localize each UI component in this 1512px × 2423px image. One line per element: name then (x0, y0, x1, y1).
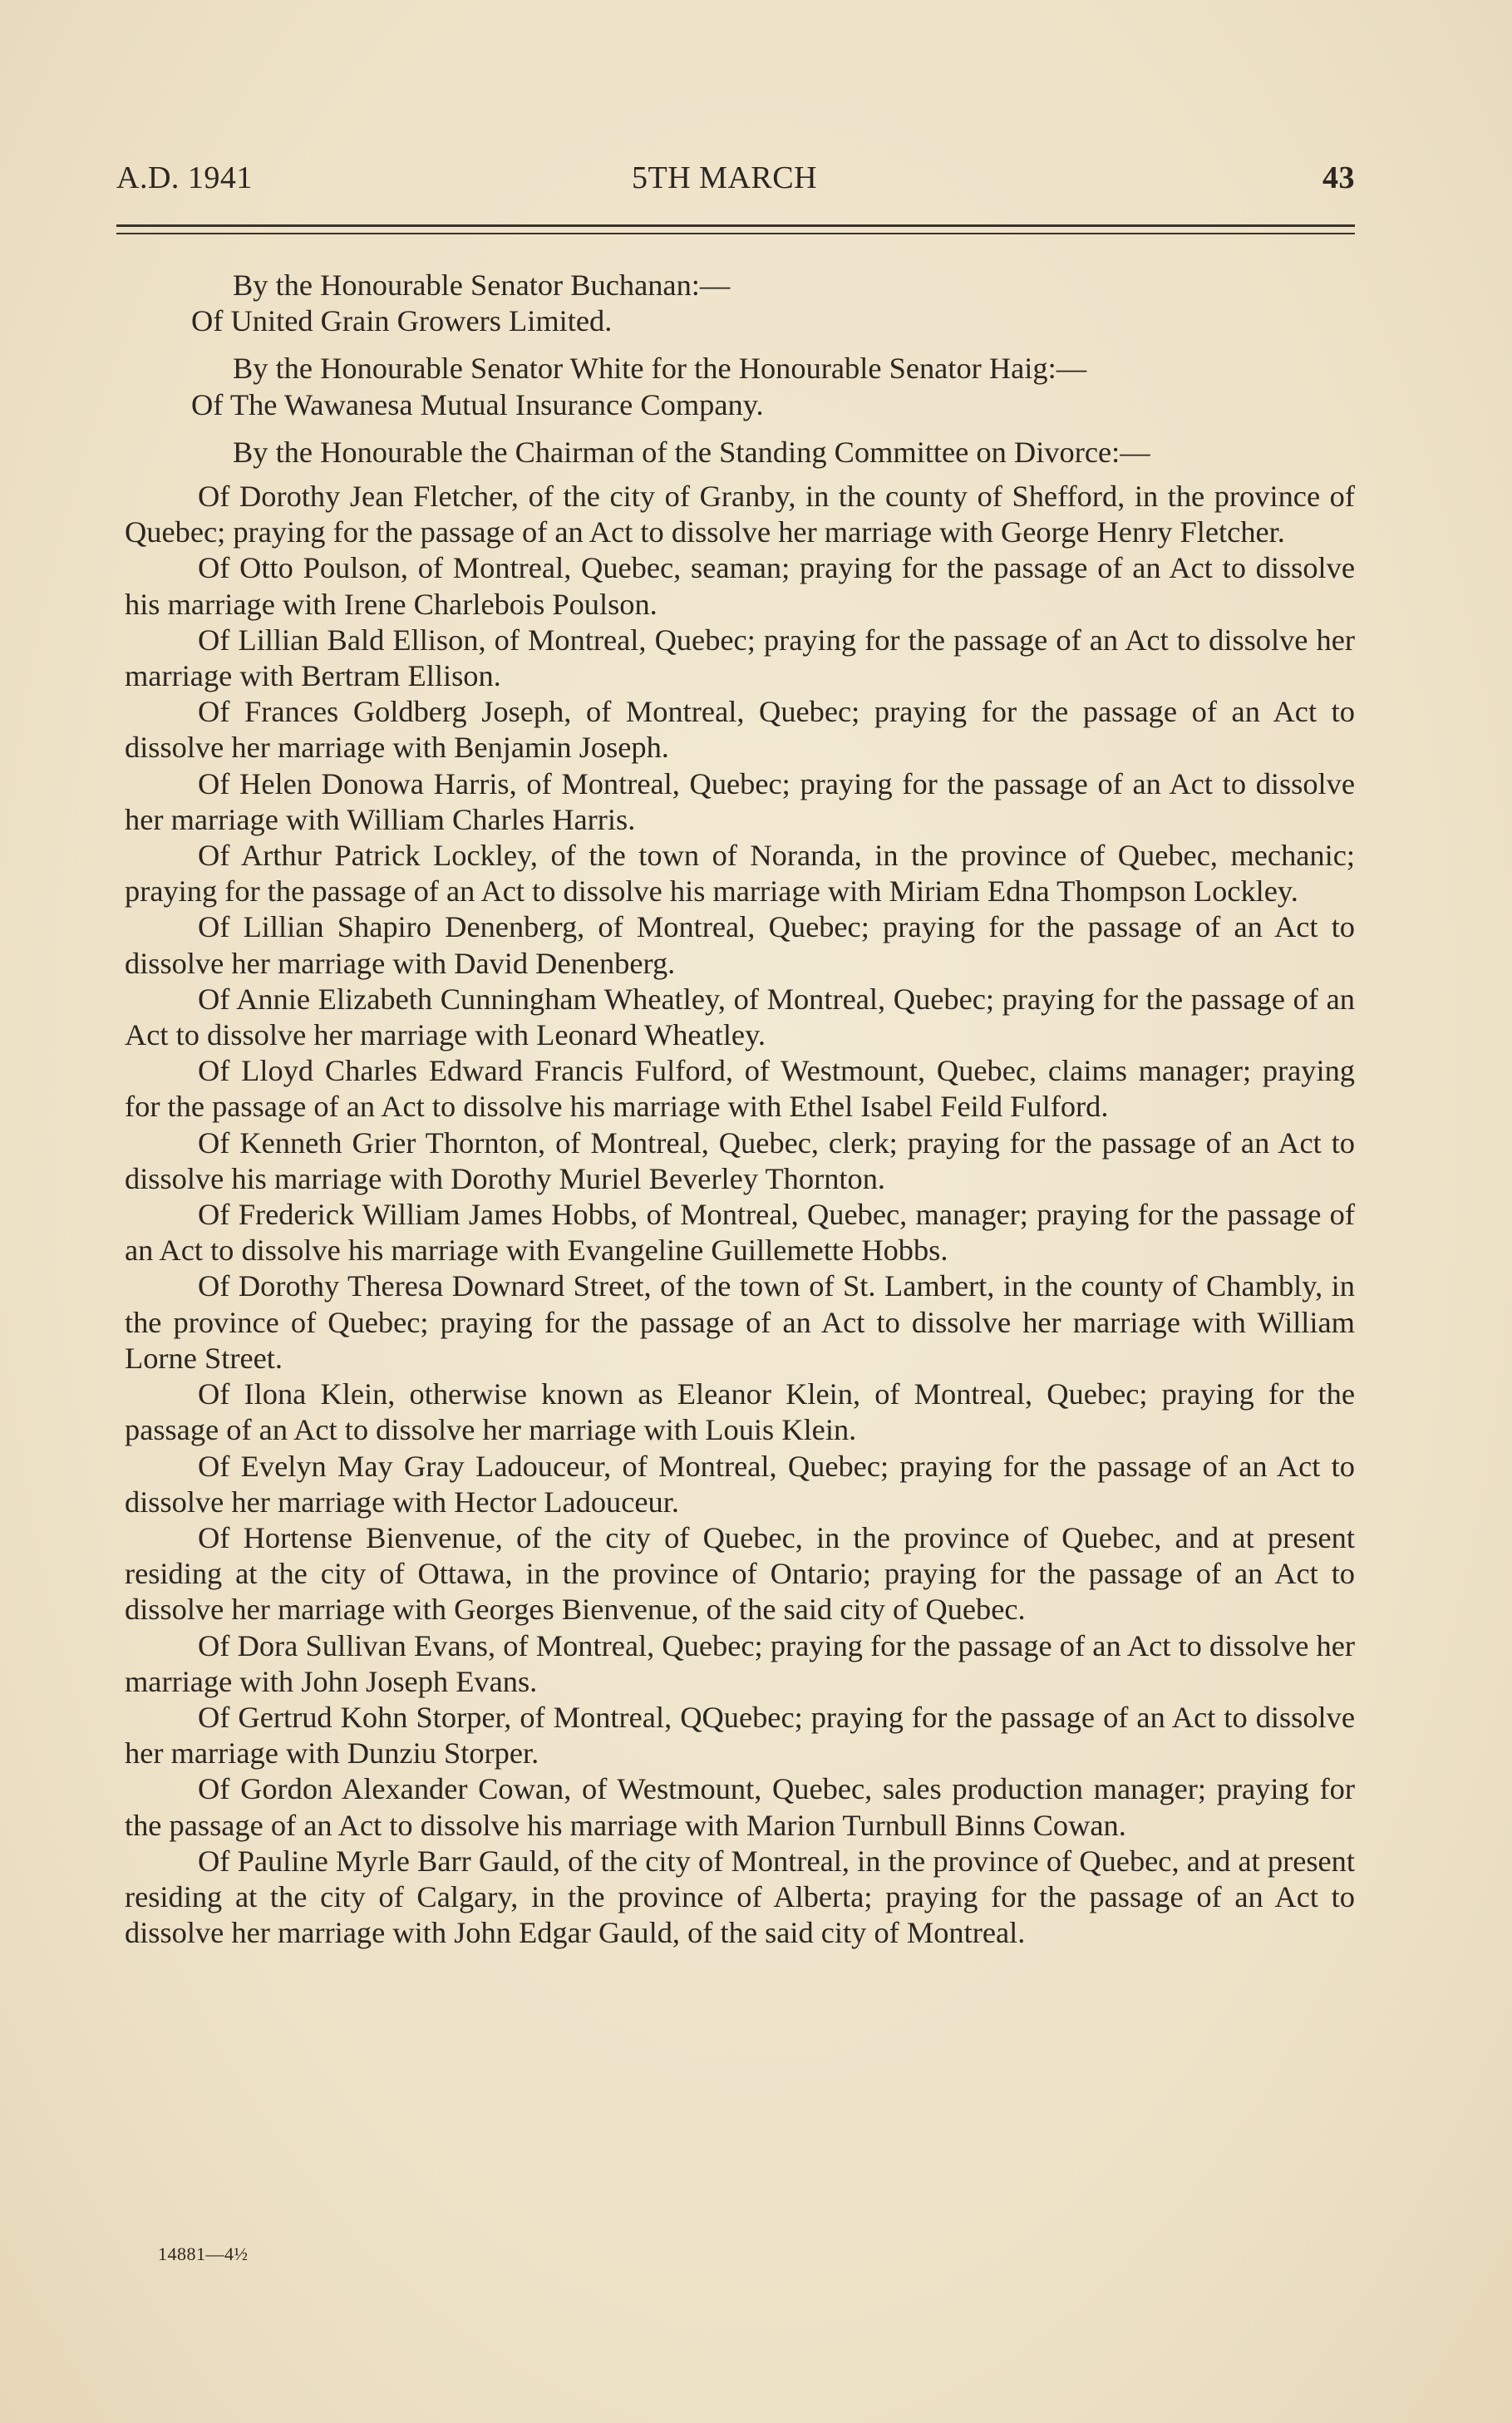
section-heading: By the Honourable Senator White for the Honourable Senator Haig:— (233, 352, 1087, 386)
petition-entry: Of Gordon Alexander Cowan, of Westmount, Quebec, sales production manager; praying for the passage of an Act to dissolve his marriage with Marion Turnbull Binns Cowan. (125, 1772, 1355, 1842)
petition-entry: Of Gertrud Kohn Storper, of Montreal, QQuebec; praying for the passage of an Act to dissolve her marriage with Dunziu Storper. (125, 1700, 1355, 1770)
petition-entry: Of Lloyd Charles Edward Francis Fulford, of Westmount, Quebec, claims manager; praying for the passage of an Act to dissolve his marriage with Ethel Isabel Feild Fulford. (125, 1054, 1355, 1124)
petition-entry: Of Lillian Bald Ellison, of Montreal, Quebec; praying for the passage of an Act to dissolve her marriage with Bertram Ellison. (125, 623, 1355, 693)
header-year: A.D. 1941 (116, 160, 253, 195)
petition-entry: Of Arthur Patrick Lockley, of the town of Noranda, in the province of Quebec, mechanic; praying for the passage of an Act to dissolve his marriage with Miriam Edna Thompson Lockley. (125, 839, 1355, 909)
petition-subject: Of United Grain Growers Limited. (191, 304, 613, 338)
section-heading: By the Honourable the Chairman of the Standing Committee on Divorce:— (233, 435, 1150, 469)
header-rule (116, 224, 1355, 227)
petition-entry: Of Evelyn May Gray Ladouceur, of Montreal, Quebec; praying for the passage of an Act to dissolve her marriage with Hector Ladouceur. (125, 1449, 1355, 1519)
petition-entry: Of Dora Sullivan Evans, of Montreal, Quebec; praying for the passage of an Act to dissolve her marriage with John Joseph Evans. (125, 1628, 1355, 1698)
petition-entry: Of Pauline Myrle Barr Gauld, of the city of Montreal, in the province of Quebec, and at present residing at the city of Calgary, in the province of Alberta; praying for the passage of an Act to dissolve her marriage with John Edgar Gauld, of the said city of Montreal. (125, 1844, 1355, 1950)
header-date: 5TH MARCH (632, 160, 818, 195)
header-rule-secondary (116, 233, 1355, 234)
petition-subject: Of The Wawanesa Mutual Insurance Company. (191, 387, 764, 421)
petition-entry: Of Dorothy Theresa Downard Street, of the town of St. Lambert, in the county of Chambly, in the province of Quebec; praying for the passage of an Act to dissolve her marriage with William Lorne Street. (125, 1269, 1355, 1375)
petition-entry: Of Lillian Shapiro Denenberg, of Montreal, Quebec; praying for the passage of an Act to dissolve her marriage with David Denenberg. (125, 910, 1355, 980)
petition-entry: Of Frederick William James Hobbs, of Montreal, Quebec, manager; praying for the passage of an Act to dissolve his marriage with Evangeline Guillemette Hobbs. (125, 1198, 1355, 1268)
petition-entry: Of Kenneth Grier Thornton, of Montreal, Quebec, clerk; praying for the passage of an Act to dissolve his marriage with Dorothy Muriel Beverley Thornton. (125, 1125, 1355, 1195)
section-heading: By the Honourable Senator Buchanan:— (233, 268, 731, 302)
journal-body (125, 268, 1355, 1951)
petition-entry: Of Annie Elizabeth Cunningham Wheatley, of Montreal, Quebec; praying for the passage of an Act to dissolve her marriage with Leonard Wheatley. (125, 982, 1355, 1052)
petition-entry: Of Ilona Klein, otherwise known as Eleanor Klein, of Montreal, Quebec; praying for the passage of an Act to dissolve her marriage with Louis Klein. (125, 1377, 1355, 1447)
petition-entry: Of Frances Goldberg Joseph, of Montreal, Quebec; praying for the passage of an Act to dissolve her marriage with Benjamin Joseph. (125, 695, 1355, 765)
printer-signature: 14881—4½ (158, 2243, 249, 2264)
petition-entry: Of Hortense Bienvenue, of the city of Quebec, in the province of Quebec, and at present residing at the city of Ottawa, in the province of Ontario; praying for the passage of an Act to dissolve her marriage with Georges Bienvenue, of the said city of Quebec. (125, 1520, 1355, 1627)
page-number: 43 (1322, 160, 1355, 195)
petition-entry: Of Otto Poulson, of Montreal, Quebec, seaman; praying for the passage of an Act to dissolve his marriage with Irene Charlebois Poulson. (125, 551, 1355, 621)
running-header (116, 160, 1355, 201)
petition-entry: Of Dorothy Jean Fletcher, of the city of Granby, in the county of Shefford, in the province of Quebec; praying for the passage of an Act to dissolve her marriage with George Henry Fletcher. (125, 480, 1355, 549)
petition-entry: Of Helen Donowa Harris, of Montreal, Quebec; praying for the passage of an Act to dissolve her marriage with William Charles Harris. (125, 766, 1355, 836)
